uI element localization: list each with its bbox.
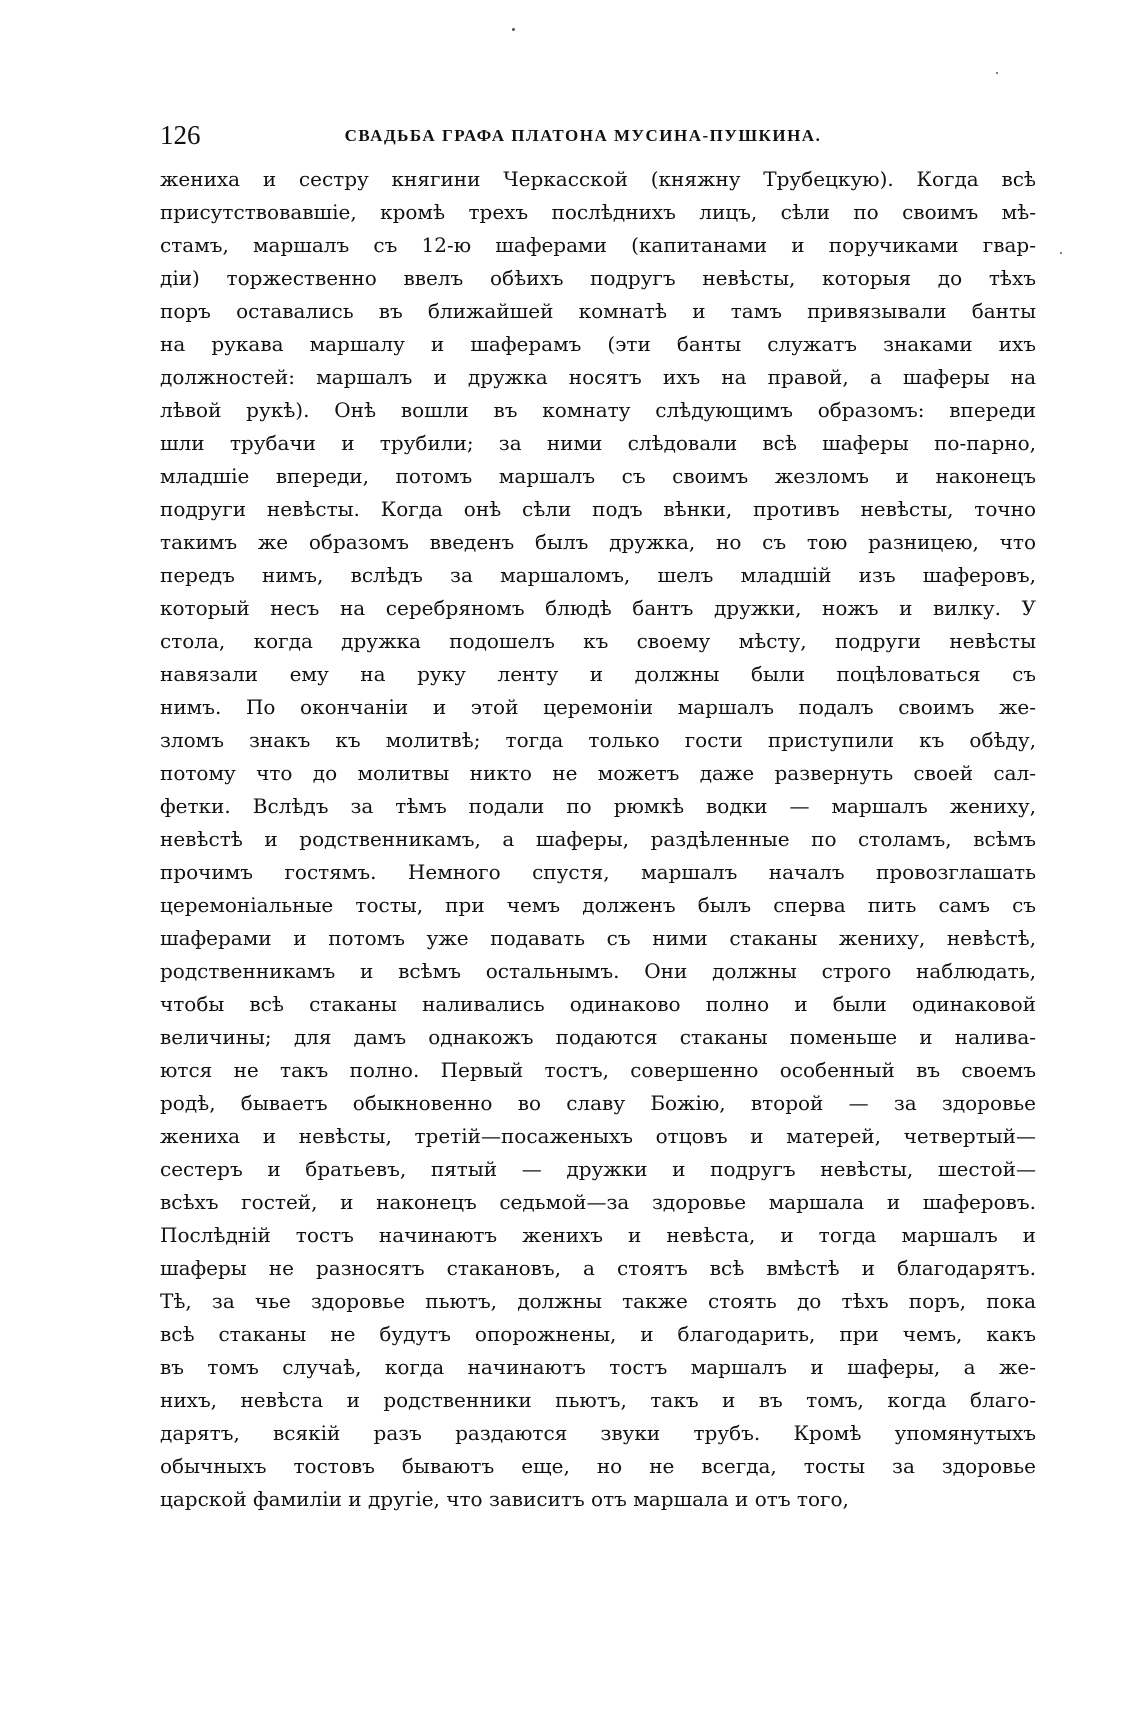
- text-line: лѣвой рукѣ). Онѣ вошли въ комнату слѣдующимъ образомъ: впереди: [160, 398, 1036, 422]
- text-line: зломъ знакъ къ молитвѣ; тогда только гости приступили къ обѣду,: [160, 728, 1036, 752]
- text-line: всѣхъ гостей, и наконецъ седьмой—за здоровье маршала и шаферовъ.: [160, 1190, 1036, 1214]
- text-line: шаферы не разносятъ стакановъ, а стоятъ всѣ вмѣстѣ и благодарятъ.: [160, 1256, 1036, 1280]
- body-text: [160, 163, 1036, 1516]
- text-line: нихъ, невѣста и родственники пьютъ, такъ и въ томъ, когда благо-: [160, 1388, 1036, 1412]
- text-line: подруги невѣсты. Когда онѣ сѣли подъ вѣнки, противъ невѣсты, точно: [160, 497, 1036, 521]
- text-line: ются не такъ полно. Первый тостъ, совершенно особенный въ своемъ: [160, 1058, 1036, 1082]
- text-line: прочимъ гостямъ. Немного спустя, маршалъ началъ провозглашать: [160, 860, 1036, 884]
- text-line: родственникамъ и всѣмъ остальнымъ. Они должны строго наблюдать,: [160, 959, 1036, 983]
- text-line: присутствовавшіе, кромѣ трехъ послѣднихъ лицъ, сѣли по своимъ мѣ-: [160, 200, 1036, 224]
- text-line: поръ оставались въ ближайшей комнатѣ и тамъ привязывали банты: [160, 299, 1036, 323]
- text-line: шаферами и потомъ уже подавать съ ними стаканы жениху, невѣстѣ,: [160, 926, 1036, 950]
- text-line: чтобы всѣ стаканы наливались одинаково полно и были одинаковой: [160, 992, 1036, 1016]
- paper-speck: [996, 72, 998, 74]
- text-line: нимъ. По окончаніи и этой церемоніи маршалъ подалъ своимъ же-: [160, 695, 1036, 719]
- text-line: передъ нимъ, вслѣдъ за маршаломъ, шелъ младшій изъ шаферовъ,: [160, 563, 1036, 587]
- text-line: въ томъ случаѣ, когда начинаютъ тостъ маршалъ и шаферы, а же-: [160, 1355, 1036, 1379]
- text-line: фетки. Вслѣдъ за тѣмъ подали по рюмкѣ водки — маршалъ жениху,: [160, 794, 1036, 818]
- text-line: жениха и невѣсты, третій—посаженыхъ отцовъ и матерей, четвертый—: [160, 1124, 1036, 1148]
- text-line: стола, когда дружка подошелъ къ своему мѣсту, подруги невѣсты: [160, 629, 1036, 653]
- text-line: церемоніальные тосты, при чемъ долженъ былъ сперва пить самъ съ: [160, 893, 1036, 917]
- text-line: такимъ же образомъ введенъ былъ дружка, но съ тою разницею, что: [160, 530, 1036, 554]
- text-line: діи) торжественно ввелъ обѣихъ подругъ невѣсты, которыя до тѣхъ: [160, 266, 1036, 290]
- paper-speck: [1060, 252, 1062, 254]
- text-line: должностей: маршалъ и дружка носятъ ихъ на правой, а шаферы на: [160, 365, 1036, 389]
- running-head: [160, 120, 1034, 150]
- text-line: Послѣдній тостъ начинаютъ женихъ и невѣста, и тогда маршалъ и: [160, 1223, 1036, 1247]
- text-line: обычныхъ тостовъ бываютъ еще, но не всегда, тосты за здоровье: [160, 1454, 1036, 1478]
- text-line: на рукава маршалу и шаферамъ (эти банты служатъ знаками ихъ: [160, 332, 1036, 356]
- text-line: Тѣ, за чье здоровье пьютъ, должны также стоять до тѣхъ поръ, пока: [160, 1289, 1036, 1313]
- text-line: величины; для дамъ однакожъ подаются стаканы поменьше и налива-: [160, 1025, 1036, 1049]
- text-line: невѣстѣ и родственникамъ, а шаферы, раздѣленные по столамъ, всѣмъ: [160, 827, 1036, 851]
- text-line: сестеръ и братьевъ, пятый — дружки и подругъ невѣсты, шестой—: [160, 1157, 1036, 1181]
- text-line: шли трубачи и трубили; за ними слѣдовали всѣ шаферы по-парно,: [160, 431, 1036, 455]
- text-line: родѣ, бываетъ обыкновенно во славу Божію, второй — за здоровье: [160, 1091, 1036, 1115]
- text-line: стамъ, маршалъ съ 12-ю шаферами (капитанами и поручиками гвар-: [160, 233, 1036, 257]
- text-line: жениха и сестру княгини Черкасской (княжну Трубецкую). Когда всѣ: [160, 167, 1036, 191]
- text-line: всѣ стаканы не будутъ опорожнены, и благодарить, при чемъ, какъ: [160, 1322, 1036, 1346]
- running-title: СВАДЬБА ГРАФА ПЛАТОНА МУСИНА-ПУШКИНА.: [344, 126, 822, 145]
- text-line: который несъ на серебряномъ блюдѣ бантъ дружки, ножъ и вилку. У: [160, 596, 1036, 620]
- text-line: навязали ему на руку ленту и должны были поцѣловаться съ: [160, 662, 1036, 686]
- paper-speck: [512, 28, 515, 31]
- text-line: дарятъ, всякій разъ раздаются звуки трубъ. Кромѣ упомянутыхъ: [160, 1421, 1036, 1445]
- text-line: потому что до молитвы никто не можетъ даже развернуть своей сал-: [160, 761, 1036, 785]
- text-line: царской фамиліи и другіе, что зависитъ отъ маршала и отъ того,: [160, 1487, 849, 1511]
- page-number: 126: [160, 120, 201, 150]
- text-line: младшіе впереди, потомъ маршалъ съ своимъ жезломъ и наконецъ: [160, 464, 1036, 488]
